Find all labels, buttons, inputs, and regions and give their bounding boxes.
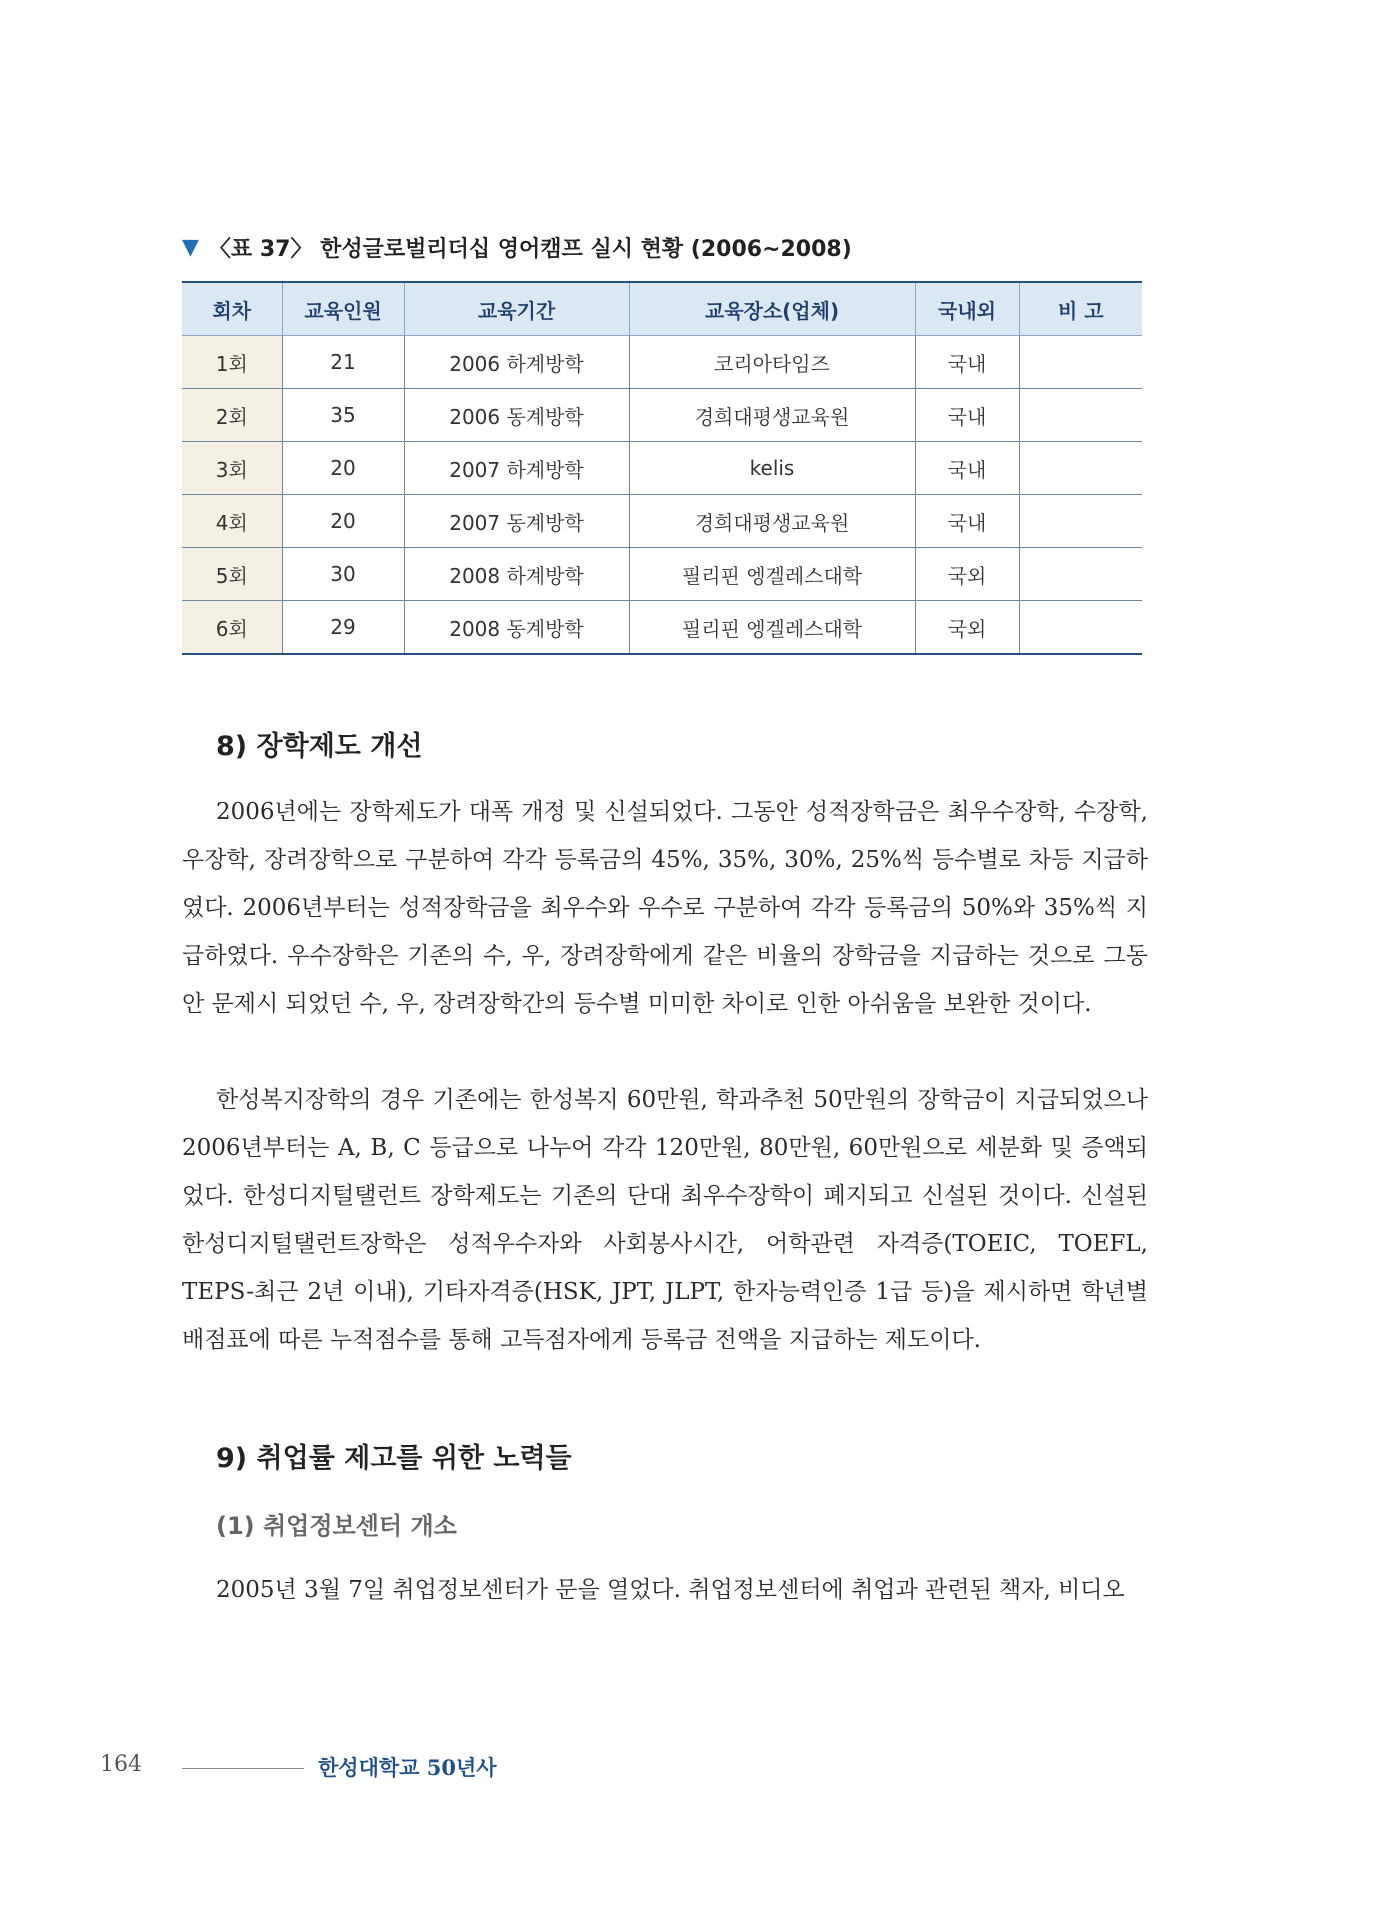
table-cell: 국내 [915, 336, 1019, 389]
table-cell: 국내 [915, 389, 1019, 442]
header-cell: 국내외 [915, 282, 1019, 336]
table-cell: 35 [282, 389, 404, 442]
section-9-subheading: (1) 취업정보센터 개소 [216, 1512, 457, 1540]
table-cell: 20 [282, 495, 404, 548]
table-cell: 코리아타임즈 [629, 336, 915, 389]
table-header-row [182, 282, 1142, 336]
round-cell: 1회 [182, 336, 282, 389]
header-cell: 교육장소(업체) [629, 282, 915, 336]
triangle-down-icon: ▼ [182, 235, 199, 260]
table-cell: 2007 하계방학 [404, 442, 629, 495]
table-caption-text: 〈표 37〉 한성글로벌리더십 영어캠프 실시 현황 (2006~2008) [208, 237, 852, 262]
table-cell [1019, 601, 1142, 655]
round-cell: 4회 [182, 495, 282, 548]
table-cell: 2006 하계방학 [404, 336, 629, 389]
table-cell: 21 [282, 336, 404, 389]
book-title: 한성대학교 50년사 [318, 1755, 497, 1780]
table-caption [182, 232, 852, 263]
table-cell: 필리핀 엥겔레스대학 [629, 601, 915, 655]
employment-center-paragraph: 2005년 3월 7일 취업정보센터가 문을 열었다. 취업정보센터에 취업과 관련된 책자, 비디오 [216, 1577, 1125, 1603]
scholarship-paragraph-2: 한성복지장학의 경우 기존에는 한성복지 60만원, 학과추천 50만원의 장학금이 지급되었으나 2006년부터는 A, B, C 등급으로 나누어 각각 120만원, 80만원, 60만원으로 세분화 및 증액되었다. 한성디지털탤런트 장학제도는 기존의 단대 최우수장학이 폐지되고 신설된 것이다. 신설된 한성디지털탤런트장학은 성적우수자와 사회봉사시간, 어학관련 자격증(TOEIC, TOEFL, TEPS-최근 2년 이내), 기타자격증(HSK, JPT, JLPT, 한자능력인증 1급 등)을 제시하면 학년별 배점표에 따른 누적점수를 통해 고득점자에게 등록금 전액을 지급하는 제도이다. [182, 1087, 1148, 1353]
table-cell: 필리핀 엥겔레스대학 [629, 548, 915, 601]
round-cell: 6회 [182, 601, 282, 655]
table-cell: 경희대평생교육원 [629, 495, 915, 548]
header-cell: 교육기간 [404, 282, 629, 336]
page-number: 164 [100, 1752, 142, 1777]
header-cell: 교육인원 [282, 282, 404, 336]
table-cell: kelis [629, 442, 915, 495]
table-cell: 국외 [915, 601, 1019, 655]
table-cell [1019, 442, 1142, 495]
camp-status-table [182, 281, 1142, 655]
table-cell [1019, 336, 1142, 389]
table-cell: 2008 동계방학 [404, 601, 629, 655]
footer-divider [182, 1768, 304, 1769]
table-cell: 30 [282, 548, 404, 601]
round-cell: 5회 [182, 548, 282, 601]
table-cell: 2006 동계방학 [404, 389, 629, 442]
table-row [182, 548, 1142, 601]
table-cell [1019, 495, 1142, 548]
table-row [182, 601, 1142, 655]
table-cell: 국내 [915, 442, 1019, 495]
table-cell: 경희대평생교육원 [629, 389, 915, 442]
table-cell [1019, 548, 1142, 601]
table-cell: 2007 동계방학 [404, 495, 629, 548]
table-cell: 20 [282, 442, 404, 495]
table-row [182, 389, 1142, 442]
section-9-heading: 9) 취업률 제고를 위한 노력들 [216, 1443, 572, 1474]
table-row [182, 336, 1142, 389]
table-row [182, 442, 1142, 495]
table-cell: 29 [282, 601, 404, 655]
table-row [182, 495, 1142, 548]
header-cell: 회차 [182, 282, 282, 336]
table-cell: 국외 [915, 548, 1019, 601]
table-cell: 국내 [915, 495, 1019, 548]
scholarship-paragraph-1: 2006년에는 장학제도가 대폭 개정 및 신설되었다. 그동안 성적장학금은 최우수장학, 수장학, 우장학, 장려장학으로 구분하여 각각 등록금의 45%, 35%, 30%, 25%씩 등수별로 차등 지급하였다. 2006년부터는 성적장학금을 최우수와 우수로 구분하여 각각 등록금의 50%와 35%씩 지급하였다. 우수장학은 기존의 수, 우, 장려장학에게 같은 비율의 장학금을 지급하는 것으로 그동안 문제시 되었던 수, 우, 장려장학간의 등수별 미미한 차이로 인한 아쉬움을 보완한 것이다. [182, 799, 1148, 1017]
table-cell: 2008 하계방학 [404, 548, 629, 601]
table-cell [1019, 389, 1142, 442]
header-cell: 비 고 [1019, 282, 1142, 336]
round-cell: 3회 [182, 442, 282, 495]
section-8-heading: 8) 장학제도 개선 [216, 731, 423, 762]
round-cell: 2회 [182, 389, 282, 442]
